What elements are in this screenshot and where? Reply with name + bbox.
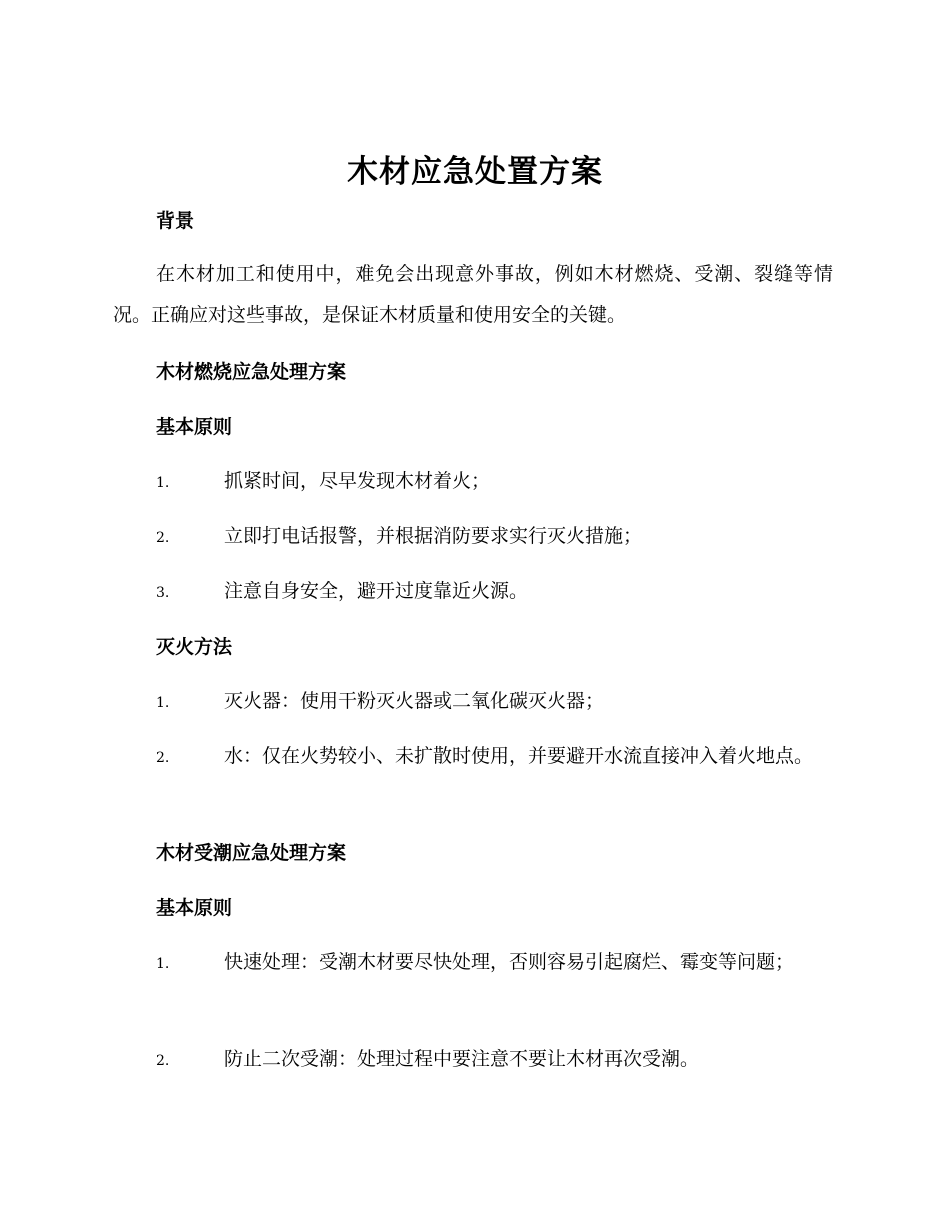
section-heading-fire: 木材燃烧应急处理方案 — [156, 361, 347, 383]
list-item — [113, 1039, 833, 1080]
list-item-number: 2. — [156, 1053, 170, 1069]
subheading-damp-principles: 基本原则 — [156, 897, 233, 919]
list-item-text: 防止二次受潮：处理过程中要注意不要让木材再次受潮。 — [224, 1048, 700, 1070]
list-item — [113, 681, 833, 722]
list-item-number: 1. — [156, 695, 170, 711]
list-item-text: 快速处理：受潮木材要尽快处理，否则容易引起腐烂、霉变等问题； — [224, 951, 795, 973]
list-item-text: 水：仅在火势较小、未扩散时使用，并要避开水流直接冲入着火地点。 — [224, 745, 814, 767]
list-item — [113, 736, 833, 777]
list-item-text: 灭火器：使用干粉灭火器或二氧化碳灭火器； — [224, 690, 605, 712]
section-heading-damp: 木材受潮应急处理方案 — [156, 842, 347, 864]
list-item-number: 1. — [156, 956, 170, 972]
document-title: 木材应急处置方案 — [347, 154, 603, 190]
subheading-fire-methods: 灭火方法 — [156, 636, 233, 658]
list-item-number: 3. — [156, 585, 170, 601]
list-item — [113, 571, 833, 612]
list-item-text: 抓紧时间，尽早发现木材着火； — [224, 470, 491, 492]
list-item — [113, 461, 833, 502]
list-item — [113, 942, 833, 983]
background-paragraph: 在木材加工和使用中，难免会出现意外事故，例如木材燃烧、受潮、裂缝等情况。正确应对这些事故，是保证木材质量和使用安全的关键。 — [113, 263, 833, 326]
list-item-number: 1. — [156, 475, 170, 491]
list-item-text: 注意自身安全，避开过度靠近火源。 — [224, 580, 529, 602]
subheading-fire-principles: 基本原则 — [156, 416, 233, 438]
list-item — [113, 516, 833, 557]
list-item-number: 2. — [156, 750, 170, 766]
list-item-text: 立即打电话报警，并根据消防要求实行灭火措施； — [224, 525, 643, 547]
list-item-number: 2. — [156, 530, 170, 546]
section-heading-background: 背景 — [156, 210, 195, 232]
